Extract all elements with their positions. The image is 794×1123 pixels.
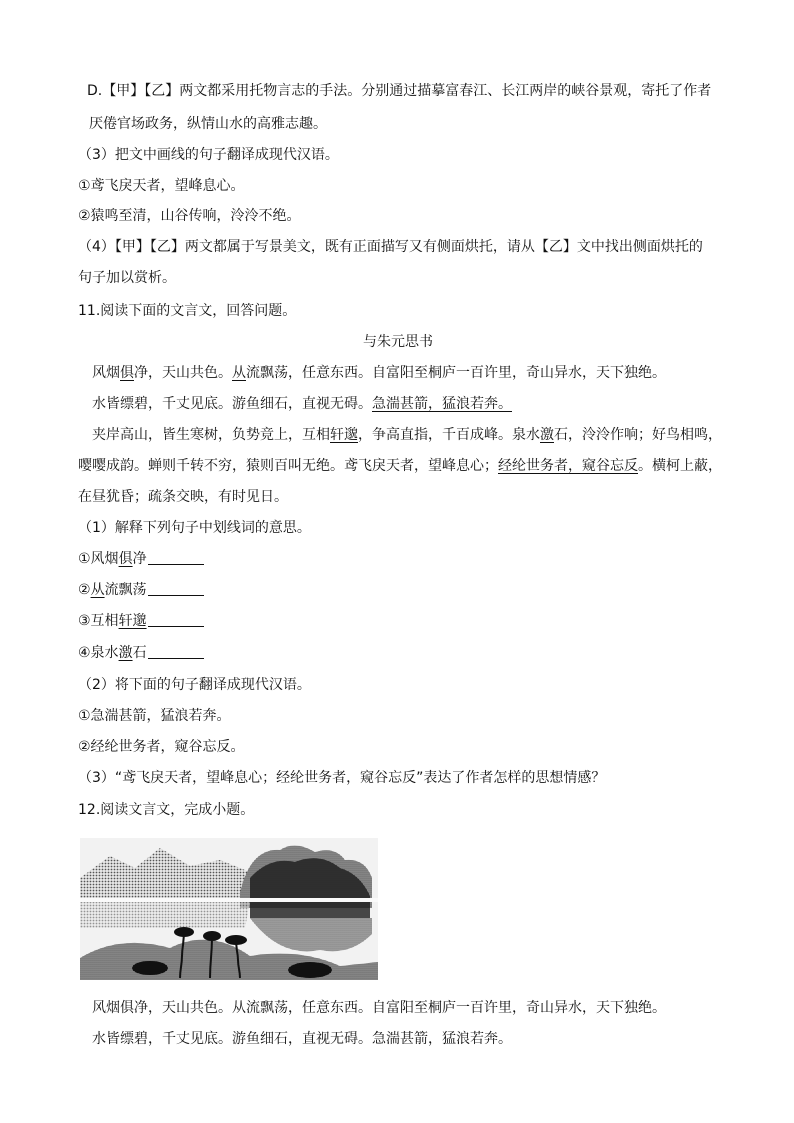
q11-s1-item-4: ④泉水激石 xyxy=(78,643,204,663)
q11-passage-paragraph-3-line1: 夹岸高山，皆生寒树，负势竞上，互相轩邈，争高直指，千百成峰。泉水激石，泠泠作响；好鸟相鸣， xyxy=(92,427,722,443)
underlined-word: 俱 xyxy=(120,365,134,381)
q11-heading: 11.阅读下面的文言文，回答问题。 xyxy=(78,303,297,319)
underlined-word: 从 xyxy=(232,365,246,381)
q11-s2-item-1: ①急湍甚箭，猛浪若奔。 xyxy=(78,708,231,724)
q11-subquestion-1: （1）解释下列句子中划线词的意思。 xyxy=(78,520,311,536)
q12-heading: 12.阅读文言文，完成小题。 xyxy=(78,802,255,818)
q10-subquestion-4-line1: （4）【甲】【乙】两文都属于写景美文，既有正面描写又有侧面烘托，请从【乙】文中找出侧面烘托的 xyxy=(78,239,703,255)
q11-s1-item-3: ③互相轩邈 xyxy=(78,611,204,631)
q10-option-d-line2: 厌倦官场政务，纵情山水的高雅志趣。 xyxy=(89,116,327,132)
q11-subquestion-2: （2）将下面的句子翻译成现代汉语。 xyxy=(78,677,311,693)
landscape-photo-icon xyxy=(80,838,378,980)
q11-s2-item-2: ②经纶世务者，窥谷忘反。 xyxy=(78,739,245,755)
underlined-word: 轩邈 xyxy=(330,427,358,443)
q12-passage-paragraph-2: 水皆缥碧，千丈见底。游鱼细石，直视无碍。急湍甚箭，猛浪若奔。 xyxy=(92,1031,512,1047)
answer-blank[interactable] xyxy=(148,644,204,659)
q11-s1-item-1: ①风烟俱净 xyxy=(78,549,204,569)
q10-subquestion-4-line2: 句子加以赏析。 xyxy=(78,270,176,286)
underlined-word: 激 xyxy=(540,427,554,443)
q10-subquestion-3: （3）把文中画线的句子翻译成现代汉语。 xyxy=(78,147,339,163)
q11-passage-paragraph-3-line3: 在昼犹昏；疏条交映，有时见日。 xyxy=(78,489,288,505)
q11-passage-paragraph-1: 风烟俱净，天山共色。从流飘荡，任意东西。自富阳至桐庐一百许里，奇山异水，天下独绝。 xyxy=(92,365,666,381)
underlined-sentence: 急湍甚箭，猛浪若奔。 xyxy=(372,396,512,412)
q11-passage-title: 与朱元思书 xyxy=(363,334,433,350)
q11-s1-item-2: ②从流飘荡 xyxy=(78,580,204,600)
q10-s3-item-2: ②猿鸣至清，山谷传响，泠泠不绝。 xyxy=(78,208,301,224)
q10-option-d-line1: D.【甲】【乙】两文都采用托物言志的手法。分别通过描摹富春江、长江两岸的峡谷景观，寄托了作者 xyxy=(87,83,712,99)
q11-passage-paragraph-2: 水皆缥碧，千丈见底。游鱼细石，直视无碍。急湍甚箭，猛浪若奔。 xyxy=(92,396,512,412)
q12-passage-paragraph-1: 风烟俱净，天山共色。从流飘荡，任意东西。自富阳至桐庐一百许里，奇山异水，天下独绝。 xyxy=(92,1000,666,1016)
answer-blank[interactable] xyxy=(148,612,204,627)
answer-blank[interactable] xyxy=(148,550,204,565)
underlined-sentence: 经纶世务者，窥谷忘反 xyxy=(498,458,638,474)
q11-subquestion-3: （3）“鸢飞戾天者，望峰息心；经纶世务者，窥谷忘反”表达了作者怎样的思想情感？ xyxy=(78,770,606,786)
q10-s3-item-1: ①鸢飞戾天者，望峰息心。 xyxy=(78,178,245,194)
q11-passage-paragraph-3-line2: 嘤嘤成韵。蝉则千转不穷，猿则百叫无绝。鸢飞戾天者，望峰息心；经纶世务者，窥谷忘反。横柯上蔽， xyxy=(78,458,722,474)
answer-blank[interactable] xyxy=(148,581,204,596)
